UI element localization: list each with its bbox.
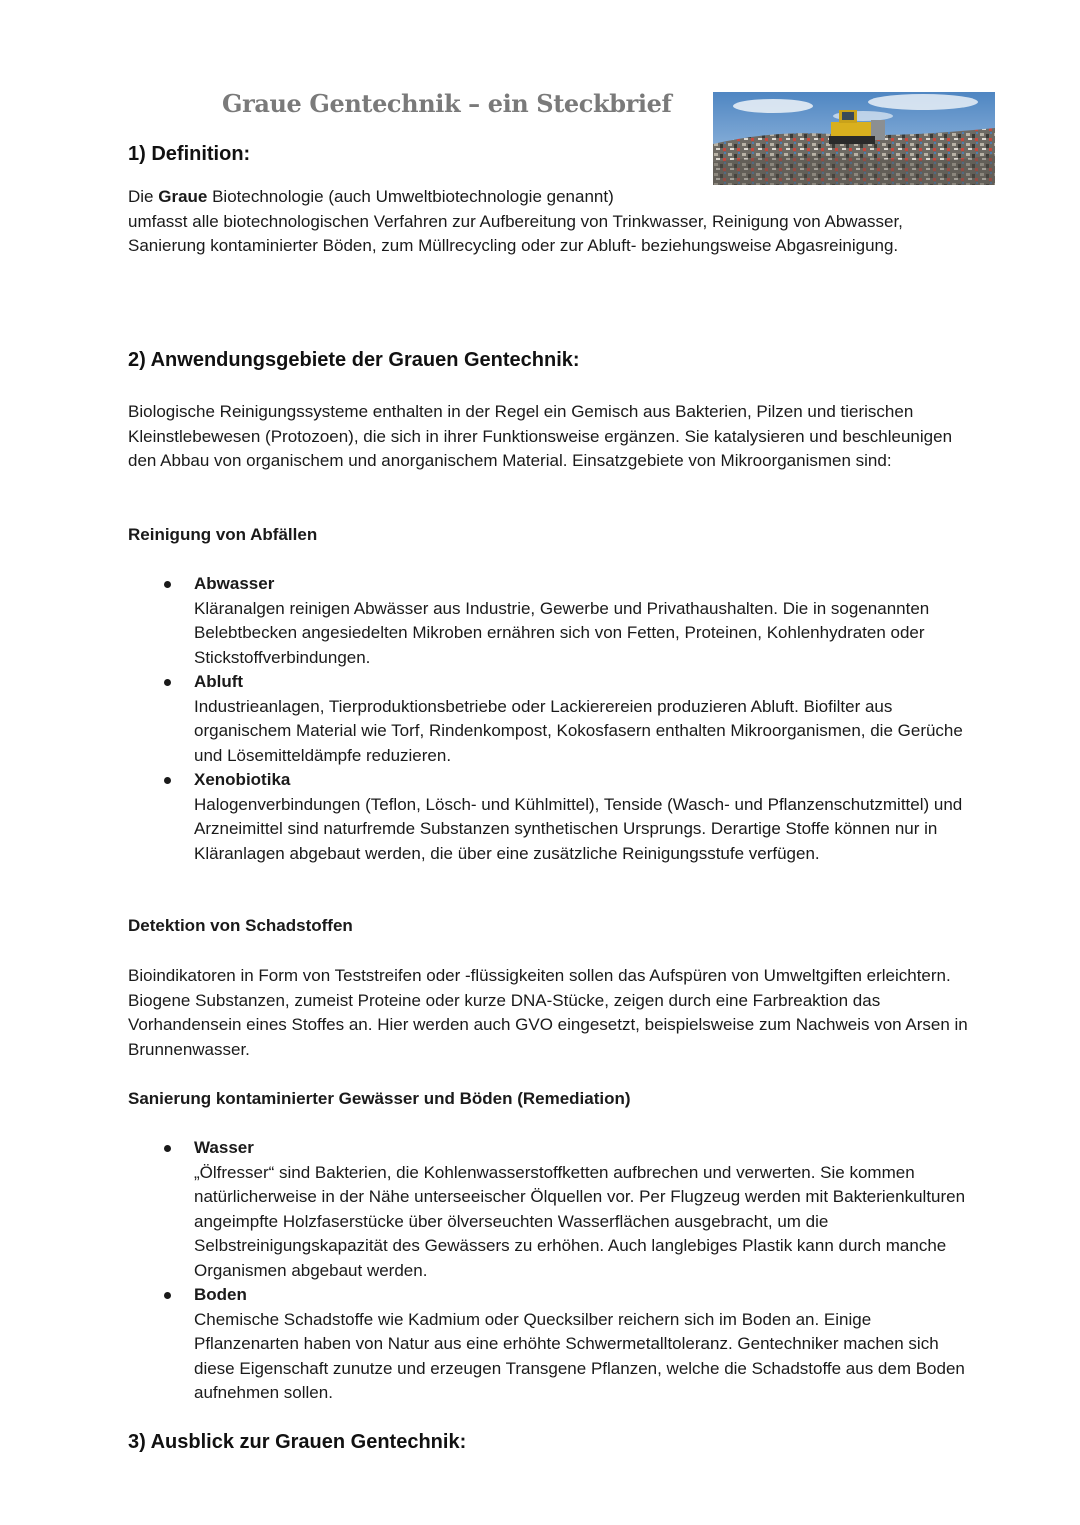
list-item [128, 670, 968, 768]
subheading-detektion: Detektion von Schadstoffen [128, 916, 353, 935]
list-item-text: Halogenverbindungen (Teflon, Lösch- und Kühlmittel), Tenside (Wasch- und Pflanzenschutzmittel) und Arzneimittel sind naturfremde Substanzen synthetischen Ursprungs. Derartige Stoffe können nur in Kläranlagen abgebaut werden, die über eine zusätzliche Reinigungsstufe verfügen. [194, 794, 963, 863]
list-item-text: „Ölfresser“ sind Bakterien, die Kohlenwasserstoffketten aufbrechen und verwerten. Sie kommen natürlicherweise in der Nähe unterseeischer Ölquellen vor. Per Flugzeug werden mit Bakterienkulturen angeimpfte Holzfaserstücke über ölverseuchten Wasserflächen ausgebracht, um die Selbstreinigungskapazität des Gewässers zu erhöhen. Auch langlebiges Plastik kann durch manche Organismen abgebaut werden. [194, 1162, 966, 1280]
section2-intro: Biologische Reinigungssysteme enthalten in der Regel ein Gemisch aus Bakterien, Pilzen und tierischen Kleinstlebewesen (Protozoen), die sich in ihrer Funktionsweise ergänzen. Sie katalysieren und beschleunigen den Abbau von organischem und anorganischem Material. Einsatzgebiete von Mikroorganismen sind: [128, 402, 953, 470]
list-item-text: Kläranalgen reinigen Abwässer aus Industrie, Gewerbe und Privathaushalten. Die in sogenannten Belebtbecken angesiedelten Mikroben ernähren sich von Fetten, Proteinen, Kohlenhydraten oder Stickstoffverbindungen. [194, 598, 930, 667]
list-item-title: Abwasser [194, 574, 275, 593]
definition-bold: Graue [158, 187, 208, 206]
list-item-title: Wasser [194, 1138, 254, 1157]
bullet-icon [164, 777, 171, 784]
definition-line1: Biotechnologie (auch Umweltbiotechnologie genannt) [207, 187, 614, 206]
bullet-icon [164, 1292, 171, 1299]
list-abfaelle [128, 572, 968, 866]
section3-heading: 3) Ausblick zur Grauen Gentechnik: [128, 1431, 467, 1453]
list-item [128, 1136, 968, 1283]
section2-heading: 2) Anwendungsgebiete der Grauen Gentechnik: [128, 349, 580, 371]
detektion-text: Bioindikatoren in Form von Teststreifen oder -flüssigkeiten sollen das Aufspüren von Umweltgiften erleichtern. Biogene Substanzen, zumeist Proteine oder kurze DNA-Stücke, zeigen durch eine Farbreaktion das Vorhandensein eines Stoffes an. Hier werden auch GVO eingesetzt, beispielsweise zum Nachweis von Arsen in Brunnenwasser. [128, 966, 968, 1059]
landfill-image [713, 92, 995, 185]
list-item-text: Chemische Schadstoffe wie Kadmium oder Quecksilber reichern sich im Boden an. Einige Pflanzenarten haben von Natur aus eine erhöhte Schwermetalltoleranz. Gentechniker machen sich diese Eigenschaft zunutze und erzeugen Transgene Pflanzen, welche die Schadstoffe aus dem Boden aufnehmen sollen. [194, 1309, 965, 1402]
list-item [128, 768, 968, 866]
subheading-abfaelle: Reinigung von Abfällen [128, 525, 318, 544]
list-item [128, 572, 968, 670]
definition-rest: umfasst alle biotechnologischen Verfahren zur Aufbereitung von Trinkwasser, Reinigung von Abwasser, Sanierung kontaminierter Böden, zum Müllrecycling oder zur Abluft- beziehungsweise Abgasreinigung. [128, 211, 903, 255]
bullet-icon [164, 679, 171, 686]
list-item-text: Industrieanlagen, Tierproduktionsbetriebe oder Lackierereien produzieren Abluft. Biofilter aus organischem Material wie Torf, Rindenkompost, Kokosfasern enthalten Mikroorganismen, die Gerüche und Lösemitteldämpfe reduzieren. [194, 696, 963, 765]
list-sanierung [128, 1136, 968, 1406]
page-title: Graue Gentechnik – ein Steckbrief [222, 89, 672, 118]
list-item-title: Xenobiotika [194, 770, 291, 789]
definition-text [128, 185, 968, 259]
definition-prefix: Die [128, 187, 159, 206]
list-item-title: Boden [194, 1285, 247, 1304]
list-item-title: Abluft [194, 672, 244, 691]
list-item [128, 1283, 968, 1406]
section1-heading: 1) Definition: [128, 143, 251, 165]
bullet-icon [164, 581, 171, 588]
bullet-icon [164, 1145, 171, 1152]
subheading-sanierung: Sanierung kontaminierter Gewässer und Böden (Remediation) [128, 1089, 631, 1108]
